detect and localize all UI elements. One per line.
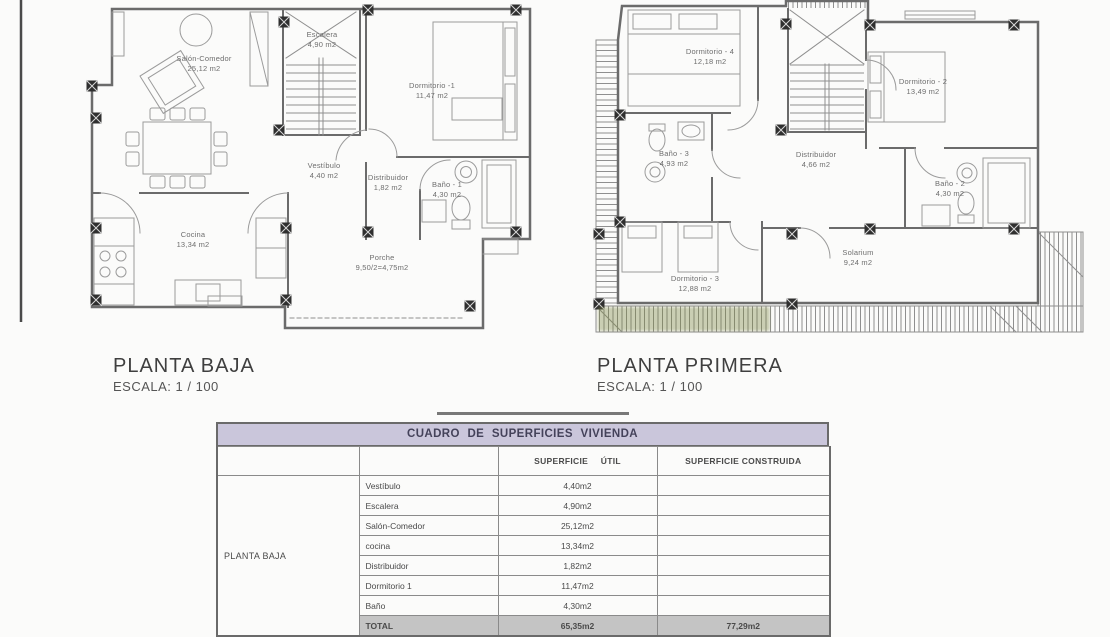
- total-label: TOTAL: [359, 616, 498, 637]
- total-util: 65,35m2: [498, 616, 657, 637]
- row-name: Baño: [359, 596, 498, 616]
- row-name: Distribuidor: [359, 556, 498, 576]
- plan-title-text: PLANTA BAJA: [113, 355, 255, 377]
- row-construida: [657, 596, 830, 616]
- room-label-distribuidor-pp: Distribuidor 4,66 m2: [795, 149, 837, 169]
- table-row: [217, 476, 830, 496]
- header-superficie-util: SUPERFICIE ÚTIL: [498, 447, 657, 476]
- scan-artifact-line: [437, 412, 629, 415]
- row-name: Escalera: [359, 496, 498, 516]
- room-label-dormitorio-3: Dormitorio - 3 12,88 m2: [670, 273, 720, 293]
- room-label-escalera: Escalera 4,90 m2: [306, 29, 338, 49]
- surfaces-table-grid: [216, 446, 831, 637]
- row-util: 1,82m2: [498, 556, 657, 576]
- row-construida: [657, 556, 830, 576]
- room-label-vestibulo: Vestíbulo 4,40 m2: [307, 160, 341, 180]
- row-util: 4,30m2: [498, 596, 657, 616]
- table-header-row: [217, 447, 830, 476]
- row-util: 4,90m2: [498, 496, 657, 516]
- room-label-salon-comedor: Salón-Comedor 25,12 m2: [176, 53, 232, 73]
- plan-scale-text: ESCALA: 1 / 100: [597, 379, 703, 394]
- row-name: cocina: [359, 536, 498, 556]
- row-construida: [657, 536, 830, 556]
- plan-title-planta-baja: [113, 355, 255, 394]
- row-util: 13,34m2: [498, 536, 657, 556]
- header-empty-cell: [359, 447, 498, 476]
- row-construida: [657, 516, 830, 536]
- room-label-porche: Porche 9,50/2=4,75m2: [355, 252, 409, 272]
- row-name: Dormitorio 1: [359, 576, 498, 596]
- surfaces-table-title: CUADRO DE SUPERFICIES VIVIENDA: [216, 422, 829, 446]
- room-label-bano-2: Baño - 2 4,30 m2: [935, 178, 965, 198]
- room-label-dormitorio-1: Dormitorio -1 11,47 m2: [409, 80, 455, 100]
- row-name: Salón-Comedor: [359, 516, 498, 536]
- total-construida: 77,29m2: [657, 616, 830, 637]
- room-label-dormitorio-4: Dormitorio - 4 12,18 m2: [685, 46, 735, 66]
- plan-scale-text: ESCALA: 1 / 100: [113, 379, 219, 394]
- row-group-planta-baja: PLANTA BAJA: [217, 476, 359, 637]
- row-construida: [657, 496, 830, 516]
- surfaces-table: [216, 422, 829, 637]
- room-label-solarium: Solarium 9,24 m2: [842, 247, 874, 267]
- room-label-bano-1: Baño - 1 4,30 m2: [432, 179, 462, 199]
- room-label-distribuidor-pb: Distribuidor 1,82 m2: [367, 172, 409, 192]
- row-construida: [657, 476, 830, 496]
- row-name: Vestíbulo: [359, 476, 498, 496]
- row-construida: [657, 576, 830, 596]
- room-label-cocina: Cocina 13,34 m2: [176, 229, 210, 249]
- plan-title-text: PLANTA PRIMERA: [597, 355, 783, 377]
- row-util: 25,12m2: [498, 516, 657, 536]
- row-util: 11,47m2: [498, 576, 657, 596]
- room-label-bano-3: Baño - 3 4,93 m2: [659, 148, 689, 168]
- watermark: [598, 307, 770, 331]
- header-empty-cell: [217, 447, 359, 476]
- row-util: 4,40m2: [498, 476, 657, 496]
- plan-title-planta-primera: [597, 355, 783, 394]
- header-superficie-construida: SUPERFICIE CONSTRUIDA: [657, 447, 830, 476]
- room-label-dormitorio-2: Dormitorio - 2 13,49 m2: [898, 76, 948, 96]
